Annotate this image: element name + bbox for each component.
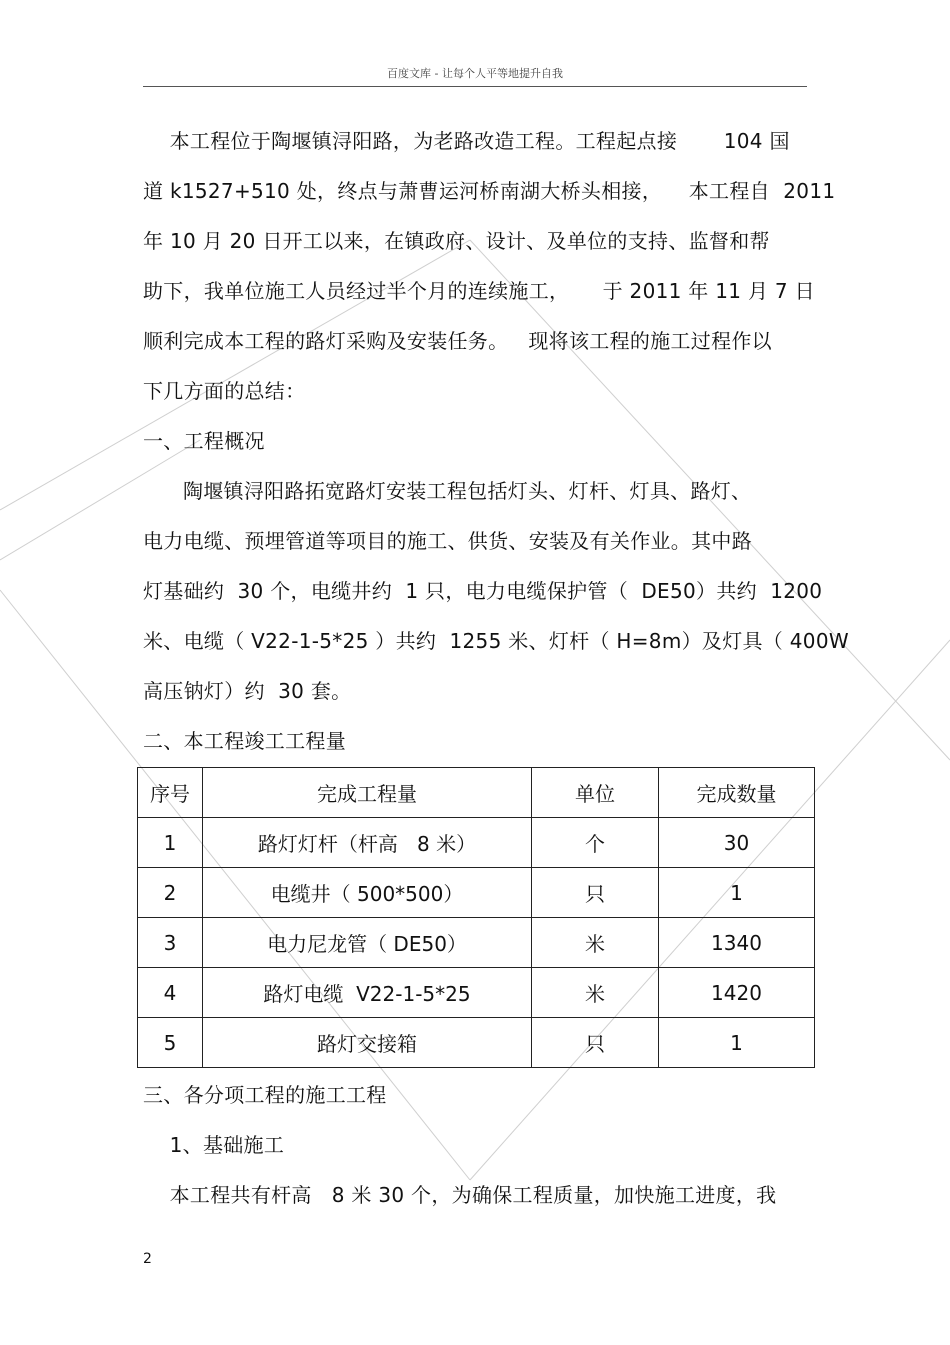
table-row — [138, 818, 815, 868]
table-cell: 5 — [138, 1018, 203, 1068]
table-header-cell: 单位 — [532, 768, 659, 818]
table-cell: 4 — [138, 968, 203, 1018]
paragraph-line: 电力电缆、预埋管道等项目的施工、供货、安装及有关作业。其中路 — [143, 529, 752, 553]
table-cell: 30 — [659, 818, 815, 868]
table-cell: 路灯电缆 V22-1-5*25 — [203, 968, 532, 1018]
section-heading: 二、本工程竣工工程量 — [143, 729, 346, 753]
table-cell: 路灯交接箱 — [203, 1018, 532, 1068]
paragraph-line: 顺利完成本工程的路灯采购及安装任务。 现将该工程的施工过程作以 — [143, 329, 772, 353]
section-heading: 一、工程概况 — [143, 429, 265, 453]
table-cell: 1420 — [659, 968, 815, 1018]
paragraph-line: 本工程共有杆高 8 米 30 个，为确保工程质量，加快施工进度，我 — [143, 1183, 777, 1207]
subsection-heading: 1、基础施工 — [143, 1133, 285, 1157]
table-header-row — [138, 768, 815, 818]
table-cell: 1 — [659, 868, 815, 918]
table-cell: 路灯灯杆（杆高 8 米） — [203, 818, 532, 868]
table-cell: 米 — [532, 918, 659, 968]
table-cell: 电力尼龙管（ DE50） — [203, 918, 532, 968]
paragraph-line: 本工程位于陶堰镇浔阳路，为老路改造工程。工程起点接 104 国 — [143, 129, 790, 153]
page-number: 2 — [143, 1251, 152, 1267]
table-cell: 只 — [532, 1018, 659, 1068]
paragraph-line: 下几方面的总结： — [143, 379, 306, 403]
table-cell: 2 — [138, 868, 203, 918]
table-cell: 米 — [532, 968, 659, 1018]
page-header: 百度文库 - 让每个人平等地提升自我 — [143, 64, 807, 87]
paragraph-line: 助下，我单位施工人员经过半个月的连续施工， 于 2011 年 11 月 7 日 — [143, 279, 815, 303]
paragraph-line: 道 k1527+510 处，终点与萧曹运河桥南湖大桥头相接， 本工程自 2011 — [143, 179, 836, 203]
table-header-cell: 完成工程量 — [203, 768, 532, 818]
table-cell: 电缆井（ 500*500） — [203, 868, 532, 918]
paragraph-line: 米、电缆（ V22-1-5*25 ）共约 1255 米、灯杆（ H=8m）及灯具（ 400W — [143, 629, 849, 653]
table-header-cell: 序号 — [138, 768, 203, 818]
table-row — [138, 1018, 815, 1068]
table-cell: 个 — [532, 818, 659, 868]
section-heading: 三、各分项工程的施工工程 — [143, 1083, 387, 1107]
table-row — [138, 968, 815, 1018]
table-cell: 1 — [138, 818, 203, 868]
table-cell: 只 — [532, 868, 659, 918]
table-cell: 1 — [659, 1018, 815, 1068]
paragraph-line: 年 10 月 20 日开工以来，在镇政府、设计、及单位的支持、监督和帮 — [143, 229, 770, 253]
table-row — [138, 918, 815, 968]
paragraph-line: 陶堰镇浔阳路拓宽路灯安装工程包括灯头、灯杆、灯具、路灯、 — [143, 479, 752, 503]
paragraph-line: 灯基础约 30 个，电缆井约 1 只，电力电缆保护管（ DE50）共约 1200 — [143, 579, 823, 603]
table-header-cell: 完成数量 — [659, 768, 815, 818]
paragraph-line: 高压钠灯）约 30 套。 — [143, 679, 352, 703]
table-row — [138, 868, 815, 918]
table-cell: 1340 — [659, 918, 815, 968]
table-cell: 3 — [138, 918, 203, 968]
quantity-table — [137, 767, 815, 1068]
